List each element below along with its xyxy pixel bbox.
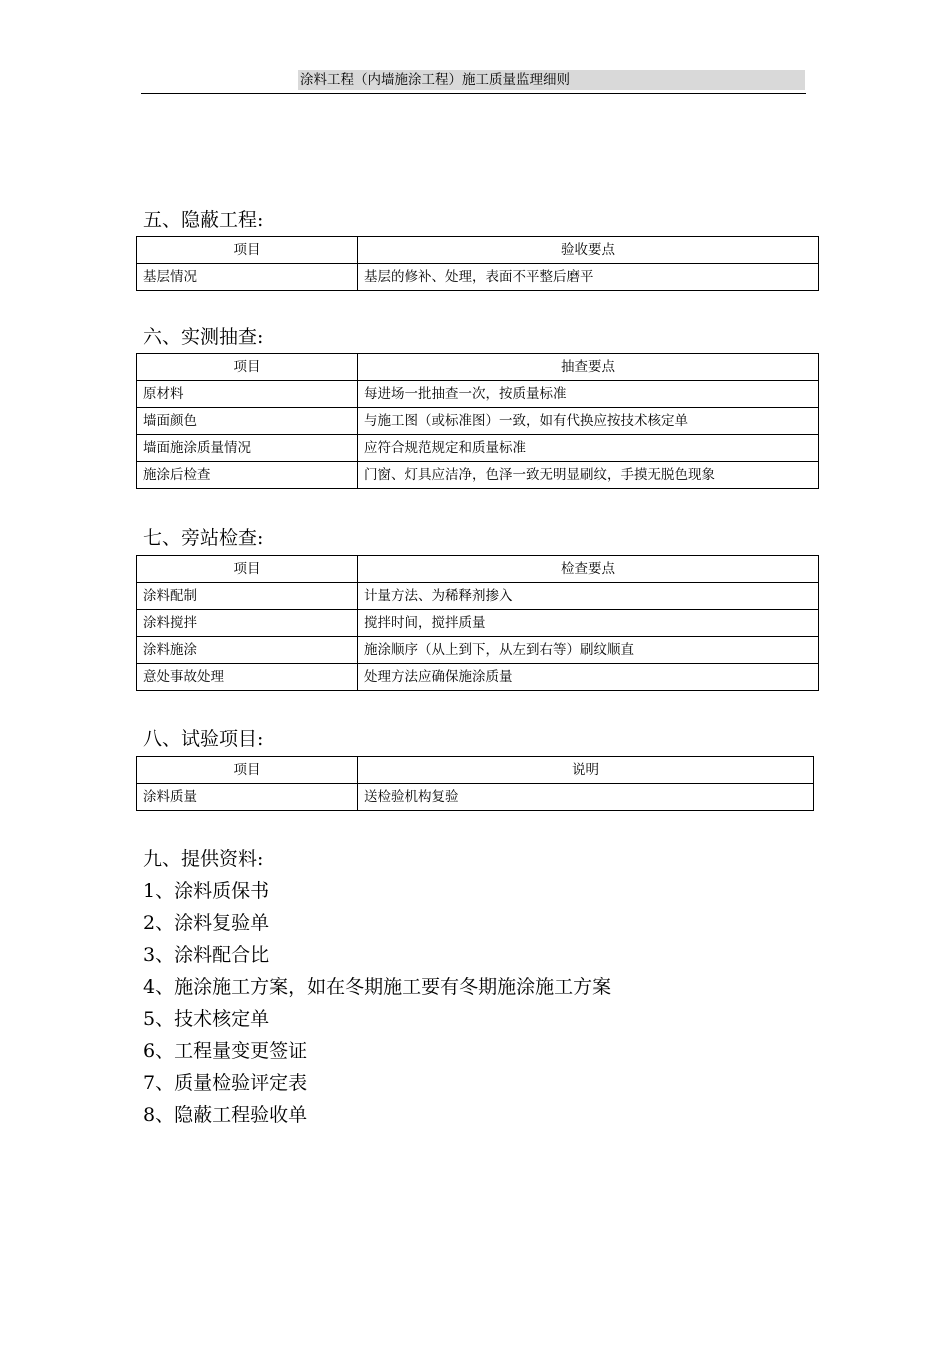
- section-table: [136, 555, 819, 691]
- table-cell: 送检验机构复验: [358, 784, 814, 811]
- table-cell: 与施工图（或标准图）一致，如有代换应按技术核定单: [358, 408, 819, 435]
- column-header: 抽查要点: [358, 354, 819, 381]
- table-cell: 墙面施涂质量情况: [137, 435, 358, 462]
- table-row: [137, 408, 819, 435]
- table-row: [137, 381, 819, 408]
- column-header: 项目: [137, 237, 358, 264]
- table-cell: 基层的修补、处理，表面不平整后磨平: [358, 264, 819, 291]
- list-item: 6、工程量变更签证: [143, 1040, 308, 1062]
- table-row: [137, 664, 819, 691]
- table-cell: 搅拌时间，搅拌质量: [358, 610, 819, 637]
- section-table: [136, 236, 819, 291]
- column-header: 项目: [137, 354, 358, 381]
- table-cell: 施涂后检查: [137, 462, 358, 489]
- table-row: [137, 462, 819, 489]
- table-cell: 处理方法应确保施涂质量: [358, 664, 819, 691]
- column-header: 项目: [137, 757, 358, 784]
- table-row: [137, 784, 814, 811]
- table-cell: 涂料配制: [137, 583, 358, 610]
- list-item: 2、涂料复验单: [143, 912, 270, 934]
- list-item: 1、涂料质保书: [143, 880, 270, 902]
- table-cell: 门窗、灯具应洁净，色泽一致无明显刷纹，手摸无脱色现象: [358, 462, 819, 489]
- table-cell: 施涂顺序（从上到下，从左到右等）刷纹顺直: [358, 637, 819, 664]
- list-item: 8、隐蔽工程验收单: [143, 1104, 308, 1126]
- section-title: 八、试验项目:: [143, 728, 264, 750]
- table-cell: 计量方法、为稀释剂掺入: [358, 583, 819, 610]
- table-cell: 意处事故处理: [137, 664, 358, 691]
- section-title: 七、旁站检查:: [143, 527, 264, 549]
- table-cell: 涂料质量: [137, 784, 358, 811]
- list-item: 3、涂料配合比: [143, 944, 270, 966]
- list-item: 4、施涂施工方案，如在冬期施工要有冬期施涂施工方案: [143, 976, 612, 998]
- column-header: 说明: [358, 757, 814, 784]
- column-header: 检查要点: [358, 556, 819, 583]
- table-cell: 每进场一批抽查一次，按质量标准: [358, 381, 819, 408]
- table-row: [137, 264, 819, 291]
- table-row: [137, 435, 819, 462]
- table-row: [137, 583, 819, 610]
- section-title: 六、实测抽查:: [143, 326, 264, 348]
- table-cell: 应符合规范规定和质量标准: [358, 435, 819, 462]
- table-row: [137, 610, 819, 637]
- list-item: 7、质量检验评定表: [143, 1072, 308, 1094]
- table-cell: 基层情况: [137, 264, 358, 291]
- materials-list: [143, 843, 611, 1131]
- column-header: 验收要点: [358, 237, 819, 264]
- table-cell: 涂料搅拌: [137, 610, 358, 637]
- column-header: 项目: [137, 556, 358, 583]
- section-title: 五、隐蔽工程:: [143, 209, 264, 231]
- table-row: [137, 637, 819, 664]
- list-item: 5、技术核定单: [143, 1008, 270, 1030]
- header-title: 涂料工程（内墙施涂工程）施工质量监理细则: [298, 70, 805, 90]
- table-cell: 原材料: [137, 381, 358, 408]
- materials-title: 九、提供资料:: [143, 848, 264, 870]
- table-cell: 墙面颜色: [137, 408, 358, 435]
- section-table: [136, 756, 814, 811]
- section-table: [136, 353, 819, 489]
- table-cell: 涂料施涂: [137, 637, 358, 664]
- header-rule: [141, 93, 806, 94]
